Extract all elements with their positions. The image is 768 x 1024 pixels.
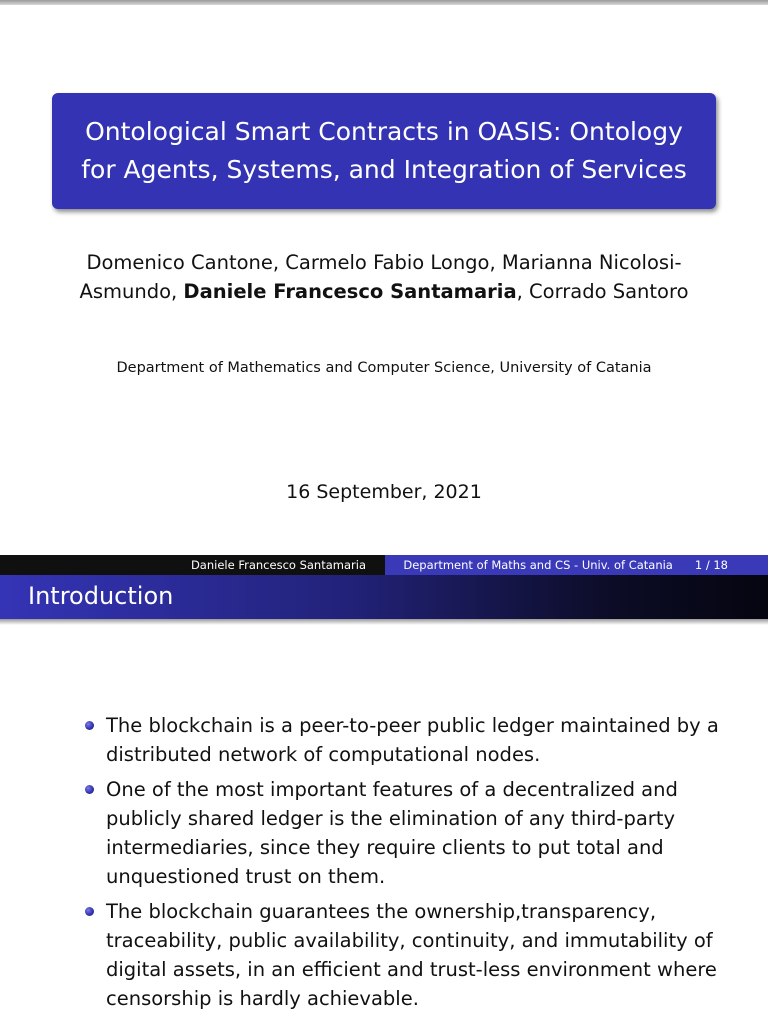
bullet-text: One of the most important features of a decentralized and publicly shared ledger is the elimination of any third-party intermediaries, since they require clients to put total and unquestioned trust on them. (106, 778, 678, 888)
presenter-name: Daniele Francesco Santamaria (183, 280, 517, 303)
bullet-icon (85, 907, 94, 916)
footer-bar (0, 555, 768, 575)
presentation-date: 16 September, 2021 (286, 481, 482, 503)
page-number: 1 / 18 (694, 558, 728, 572)
list-item (84, 897, 724, 1013)
authors-before: Domenico Cantone, Carmelo Fabio Longo, Marianna Nicolosi-Asmundo, (79, 251, 682, 303)
list-item (84, 711, 724, 769)
top-shadow-rule (0, 0, 768, 5)
bullet-list (84, 711, 724, 1019)
footer-institute: Department of Maths and CS - Univ. of Catania (403, 558, 673, 572)
frame-title-bar (0, 575, 768, 619)
bullet-icon (85, 721, 94, 730)
bullet-text: The blockchain guarantees the ownership,transparency, traceability, public availability, continuity, and immutability of digital assets, in an efficient and trust-less environment where censorship is hardly achievable. (106, 900, 717, 1010)
affiliation: Department of Mathematics and Computer Science, University of Catania (116, 360, 652, 376)
list-item (84, 775, 724, 891)
frame-title: Introduction (28, 582, 174, 610)
footer-right (385, 555, 768, 575)
title-box (52, 93, 716, 209)
presentation-title: Ontological Smart Contracts in OASIS: Ontology for Agents, Systems, and Integration of Services (81, 117, 687, 184)
author-list (60, 248, 708, 306)
bullet-icon (85, 785, 94, 794)
bullet-text: The blockchain is a peer-to-peer public ledger maintained by a distributed network of computational nodes. (106, 714, 719, 766)
footer-author: Daniele Francesco Santamaria (0, 555, 385, 575)
frame-shadow (0, 619, 768, 625)
authors-after: , Corrado Santoro (516, 280, 689, 303)
